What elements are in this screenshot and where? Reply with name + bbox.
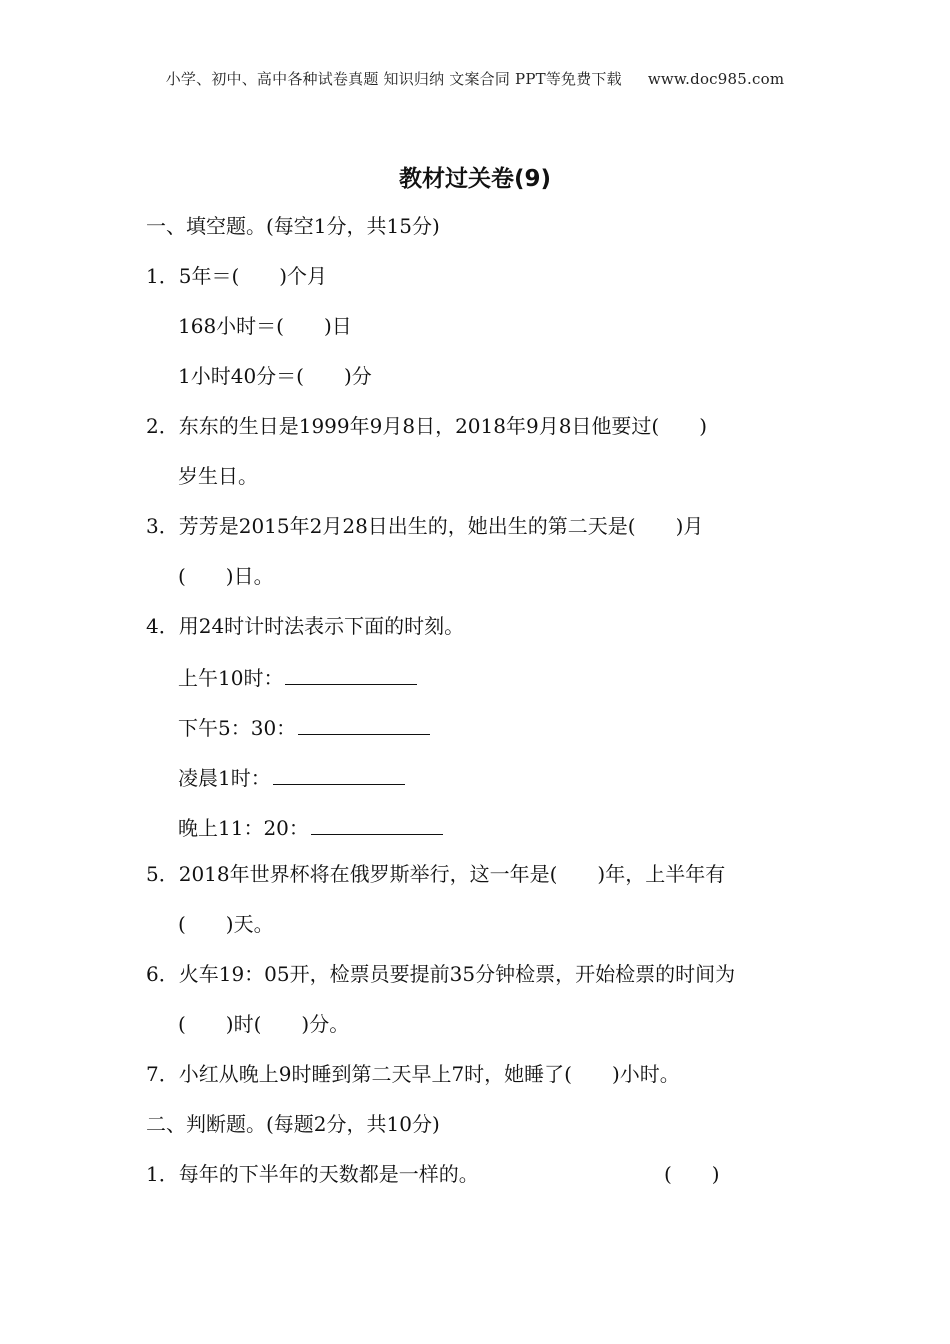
page-title: 教材过关卷(9) [398,166,552,192]
answer-blank[interactable] [298,716,430,735]
banner-text: 小学、初中、高中各种试卷真题 知识归纳 文案合同 PPT等免费下载 [165,70,622,88]
question-4-item-d [178,816,443,838]
question-4-item-c-label: 凌晨1时： [178,766,271,790]
question-4-item-a [178,666,417,688]
question-3-line-1: 3．芳芳是2015年2月28日出生的，她出生的第二天是( )月 [146,514,704,538]
page-banner [0,68,950,89]
judge-question-1: 1．每年的下半年的天数都是一样的。 [146,1162,479,1186]
question-4-item-a-label: 上午10时： [178,666,284,690]
question-1-line-3: 1小时40分＝( )分 [178,364,372,388]
section2-heading: 二、判断题。(每题2分，共10分) [146,1112,440,1136]
question-4-item-b-label: 下午5：30： [178,716,297,740]
question-4-item-b [178,716,430,738]
question-4-item-c [178,766,405,788]
question-2-line-2: 岁生日。 [178,464,258,488]
judge-answer-paren[interactable]: ( ) [664,1162,720,1186]
question-7: 7．小红从晚上9时睡到第二天早上7时，她睡了( )小时。 [146,1062,680,1086]
question-3-line-2: ( )日。 [178,564,274,588]
banner-site: www.doc985.com [647,70,785,88]
answer-blank[interactable] [273,766,405,785]
answer-blank[interactable] [285,666,417,685]
question-5-line-2: ( )天。 [178,912,274,936]
question-5-line-1: 5．2018年世界杯将在俄罗斯举行，这一年是( )年，上半年有 [146,862,726,886]
question-1-line-1: 1．5年＝( )个月 [146,264,328,288]
section1-heading: 一、填空题。(每空1分，共15分) [146,214,440,238]
question-6-line-1: 6．火车19：05开，检票员要提前35分钟检票，开始检票的时间为 [146,962,736,986]
question-2-line-1: 2．东东的生日是1999年9月8日，2018年9月8日他要过( ) [146,414,708,438]
question-1-line-2: 168小时＝( )日 [178,314,352,338]
question-4-item-d-label: 晚上11：20： [178,816,309,840]
question-4-prompt: 4．用24时计时法表示下面的时刻。 [146,614,465,638]
answer-blank[interactable] [311,816,443,835]
question-6-line-2: ( )时( )分。 [178,1012,350,1036]
